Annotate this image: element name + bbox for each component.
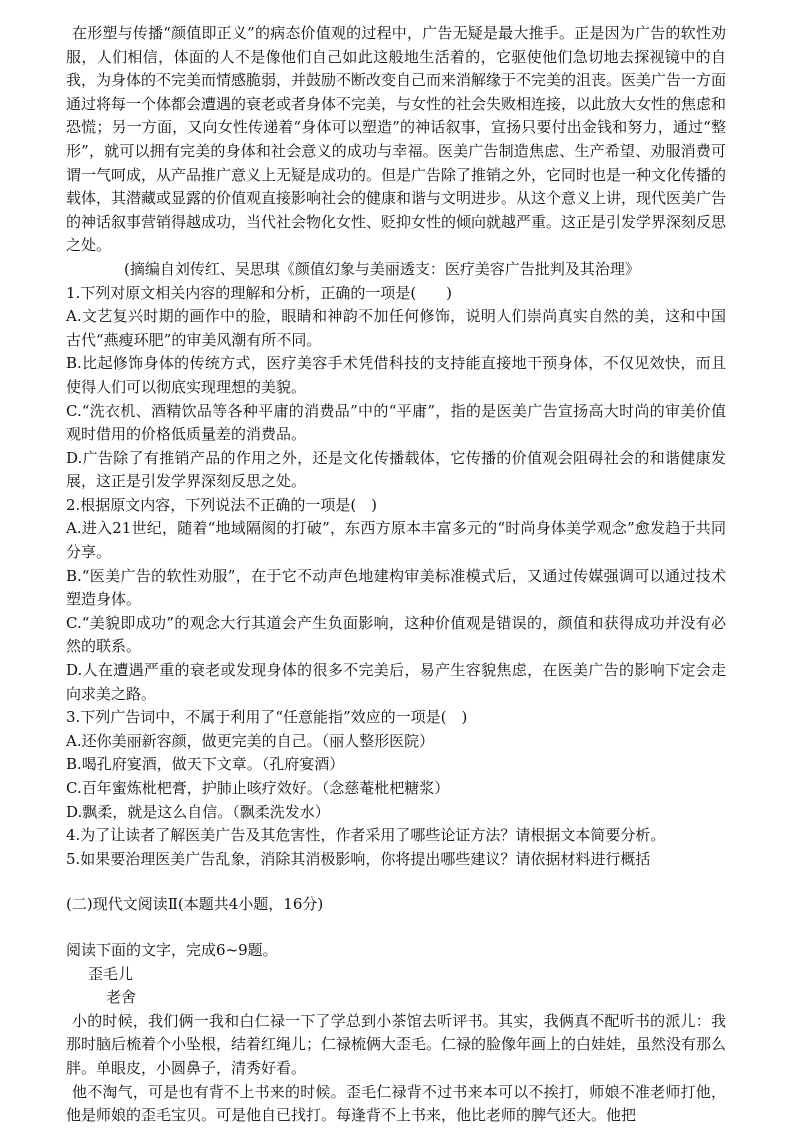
question-option: A.进入21世纪，随着“地域隔阂的打破”，东西方原本丰富多元的“时尚身体美学观念”愈发趋于共同分享。 — [66, 519, 726, 562]
question-4: 4.为了让读者了解医美广告及其危害性，作者采用了哪些论证方法？请根据文本简要分析。 — [66, 826, 666, 845]
passage-body: 在形塑与传播“颜值即正义”的病态价值观的过程中，广告无疑是最大推手。正是因为广告的软性劝服，人们相信，体面的人不是像他们自己如此这般地生活着的，它驱使他们急切地去探视镜中的自我，为身体的不完美而情感脆弱，并鼓励不断改变自己而来消解缘于不完美的沮丧。医美广告一方面通过将每一个体都会遭遇的衰老或者身体不完美，与女性的社会失败相连接，以此放大女性的焦虑和恐慌；另一方面，又向女性传递着“身体可以塑造”的神话叙事，宣扬只要付出金钱和努力，通过“整形”，就可以拥有完美的身体和社会意义的成功与幸福。医美广告制造焦虑、生产希望、劝服消费可谓一气呵成，从产品推广意义上无疑是成功的。但是广告除了推销之外，它同时也是一种文化传播的载体，其潜藏或显露的价值观直接影响社会的健康和谐与文明进步。从这个意义上讲，现代医美广告的神话叙事营销得越成功，当代社会物化女性、贬抑女性的倾向就越严重。这正是引发学界深刻反思之处。 — [66, 24, 727, 255]
section-heading: (二)现代文阅读Ⅱ(本题共4小题，16分) — [66, 895, 324, 914]
question-option: C.“洗衣机、酒精饮品等各种平庸的消费品”中的“平庸”，指的是医美广告宣扬高大时尚的审美价值观时借用的价格低质量差的消费品。 — [66, 401, 726, 444]
question-3 — [66, 706, 726, 824]
question-stem: 1.下列对原文相关内容的理解和分析，正确的一项是( ) — [66, 283, 453, 302]
question-option: C.百年蜜炼枇杷膏，护肺止咳疗效好。（念慈菴枇杷糖浆） — [66, 779, 450, 797]
question-stem: 2.根据原文内容，下列说法不正确的一项是( ) — [66, 495, 378, 514]
question-option: B.比起修饰身体的传统方式，医疗美容手术凭借科技的支持能直接地干预身体，不仅见效快，而且使得人们可以彻底实现理想的美貌。 — [66, 354, 726, 396]
document-page — [66, 22, 726, 1128]
section-instruction: 阅读下面的文字，完成6~9题。 — [66, 940, 278, 959]
passage-source: (摘编自刘传红、吴思琪《颜值幻象与美丽透支：医疗美容广告批判及其治理》 — [124, 259, 640, 278]
story-title: 歪毛儿 — [88, 964, 134, 983]
question-option: D.飘柔，就是这么自信。（飘柔洗发水） — [66, 802, 330, 821]
story-paragraph: 小的时候，我们俩一我和白仁禄一下了学总到小茶馆去听评书。其实，我俩真不配听书的派儿：我那时脑后梳着个小坠根，结着红绳儿；仁禄梳俩大歪毛。仁禄的脸像年画上的白娃娃，虽然没有那么胖。单眼皮，小圆鼻子，清秀好看。 — [66, 1011, 727, 1077]
question-5: 5.如果要治理医美广告乱象，消除其消极影响，你将提出哪些建议？请依据材料进行概括 — [66, 849, 651, 868]
question-option: C.“美貌即成功”的观念大行其道会产生负面影响，这种价值观是错误的，颜值和获得成功并没有必然的联系。 — [66, 613, 726, 656]
question-option: B.喝孔府宴酒，做天下文章。（孔府宴酒） — [66, 755, 345, 774]
question-option: A.还你美丽新容颜，做更完美的自己。（丽人整形医院） — [66, 731, 435, 750]
question-option: D.人在遭遇严重的衰老或发现身体的很多不完美后，易产生容貌焦虑，在医美广告的影响下定会走向求美之路。 — [66, 661, 726, 703]
question-stem: 3.下列广告词中，不属于利用了“任意能指”效应的一项是( ) — [66, 708, 468, 727]
question-1 — [66, 282, 726, 494]
question-2 — [66, 494, 726, 706]
story-paragraph: 他不淘气，可是也有背不上书来的时候。歪毛仁禄背不过书来本可以不挨打，师娘不准老师打他，他是师娘的歪毛宝贝。可是他自已找打。每逢背不上书来，他比老师的脾气还大。他把 — [66, 1082, 726, 1125]
story-author: 老舍 — [106, 988, 137, 1007]
question-option: D.广告除了有推销产品的作用之外，还是文化传播载体，它传播的价值观会阻碍社会的和谐健康发展，这正是引发学界深刻反思之处。 — [66, 448, 726, 491]
question-option: B.“医美广告的软性劝服”，在于它不动声色地建构审美标准模式后，又通过传媒强调可以通过技术塑造身体。 — [66, 566, 726, 609]
question-option: A.文艺复兴时期的画作中的脸，眼睛和神韵不加任何修饰，说明人们崇尚真实自然的美，这和中国古代“燕瘦环肥”的审美风潮有所不同。 — [66, 307, 726, 349]
